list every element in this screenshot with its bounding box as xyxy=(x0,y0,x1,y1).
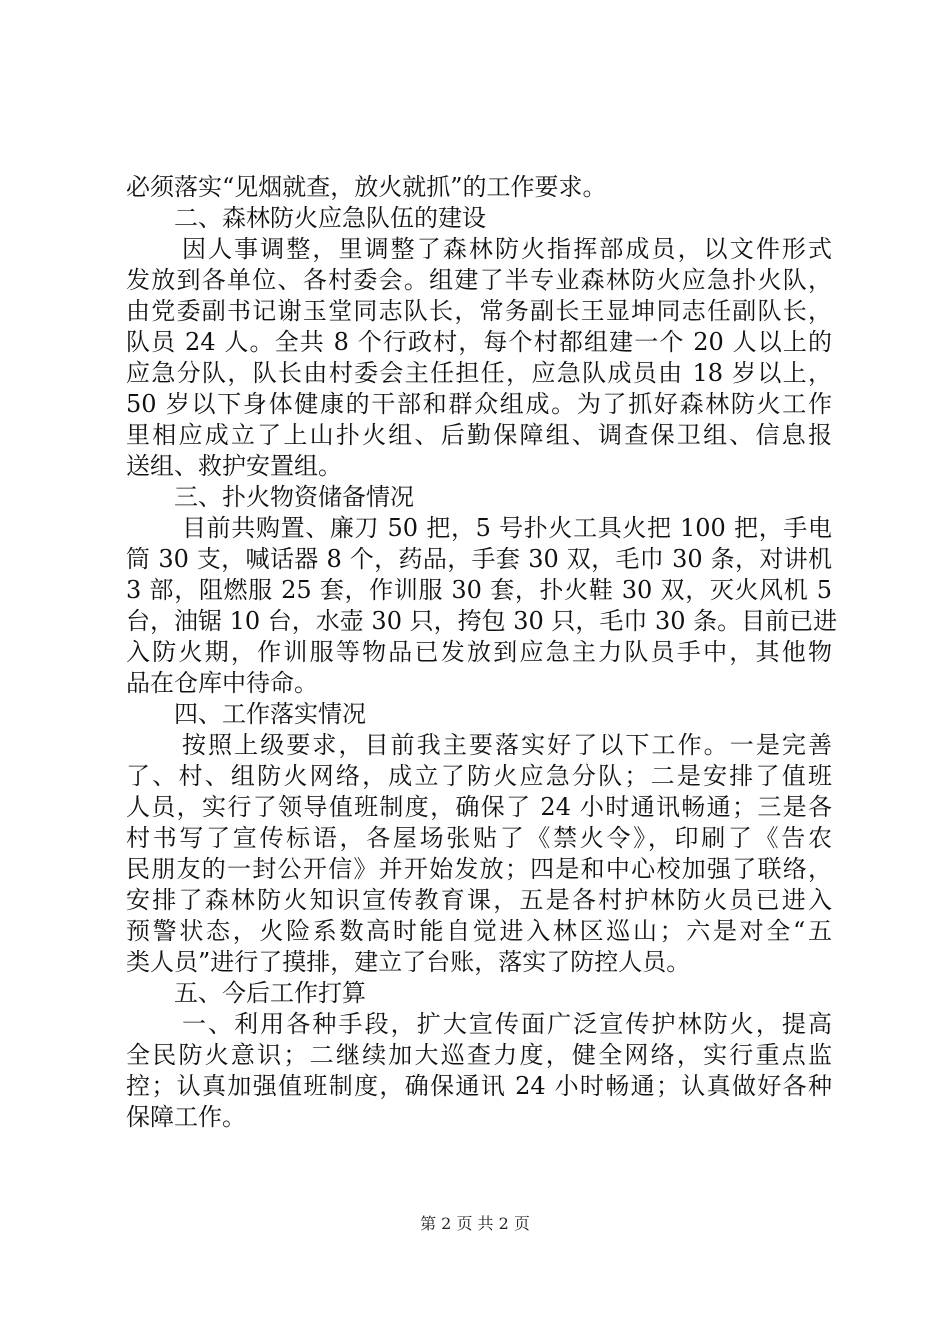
text-line: 品在仓库中待命。 xyxy=(126,669,318,697)
text-line: 台，油锯 10 台，水壶 30 只，挎包 30 只，毛巾 30 条。目前已进 xyxy=(126,607,838,635)
section-heading: 五、今后工作打算 xyxy=(174,979,366,1007)
text-line: 类人员”进行了摸排，建立了台账，落实了防控人员。 xyxy=(126,948,691,976)
text-line: 民朋友的一封公开信》并开始发放；四是和中心校加强了联络， xyxy=(126,855,832,883)
text-line: 了、村、组防火网络，成立了防火应急分队；二是安排了值班 xyxy=(126,762,832,790)
text-line: 保障工作。 xyxy=(126,1103,246,1131)
text-line: 50 岁以下身体健康的干部和群众组成。为了抓好森林防火工作 xyxy=(126,390,832,418)
text-line: 入防火期，作训服等物品已发放到应急主力队员手中，其他物 xyxy=(126,638,832,666)
section-heading: 三、扑火物资储备情况 xyxy=(174,483,414,511)
text-line: 因人事调整，里调整了森林防火指挥部成员，以文件形式 xyxy=(182,235,832,263)
text-line: 目前共购置、廉刀 50 把，5 号扑火工具火把 100 把，手电 xyxy=(182,514,832,542)
text-line: 发放到各单位、各村委会。组建了半专业森林防火应急扑火队， xyxy=(126,266,832,294)
text-line: 控；认真加强值班制度，确保通讯 24 小时畅通；认真做好各种 xyxy=(126,1072,832,1100)
text-line: 人员，实行了领导值班制度，确保了 24 小时通讯畅通；三是各 xyxy=(126,793,832,821)
section-heading: 四、工作落实情况 xyxy=(174,700,366,728)
text-line: 按照上级要求，目前我主要落实好了以下工作。一是完善 xyxy=(182,731,832,759)
text-line: 村书写了宣传标语，各屋场张贴了《禁火令》，印刷了《告农 xyxy=(126,824,832,852)
text-line: 应急分队，队长由村委会主任担任，应急队成员由 18 岁以上， xyxy=(126,359,832,387)
page-footer: 第 2 页 共 2 页 xyxy=(420,1214,530,1233)
text-line: 一、利用各种手段，扩大宣传面广泛宣传护林防火，提高 xyxy=(182,1010,832,1038)
text-line: 送组、救护安置组。 xyxy=(126,452,342,480)
text-line: 全民防火意识；二继续加大巡查力度，健全网络，实行重点监 xyxy=(126,1041,832,1069)
text-line: 由党委副书记谢玉堂同志队长，常务副长王显坤同志任副队长， xyxy=(126,297,832,325)
text-line: 3 部，阻燃服 25 套，作训服 30 套，扑火鞋 30 双，灭火风机 5 xyxy=(126,576,832,604)
text-line: 预警状态，火险系数高时能自觉进入林区巡山；六是对全“五 xyxy=(126,917,832,945)
section-heading: 二、森林防火应急队伍的建设 xyxy=(174,204,486,232)
document-body xyxy=(126,172,838,1133)
text-line: 队员 24 人。全共 8 个行政村，每个村都组建一个 20 人以上的 xyxy=(126,328,832,356)
text-line: 安排了森林防火知识宣传教育课，五是各村护林防火员已进入 xyxy=(126,886,832,914)
text-line: 必须落实“见烟就查，放火就抓”的工作要求。 xyxy=(126,173,607,201)
text-line: 里相应成立了上山扑火组、后勤保障组、调查保卫组、信息报 xyxy=(126,421,832,449)
text-line: 筒 30 支，喊话器 8 个，药品，手套 30 双，毛巾 30 条，对讲机 xyxy=(126,545,832,573)
